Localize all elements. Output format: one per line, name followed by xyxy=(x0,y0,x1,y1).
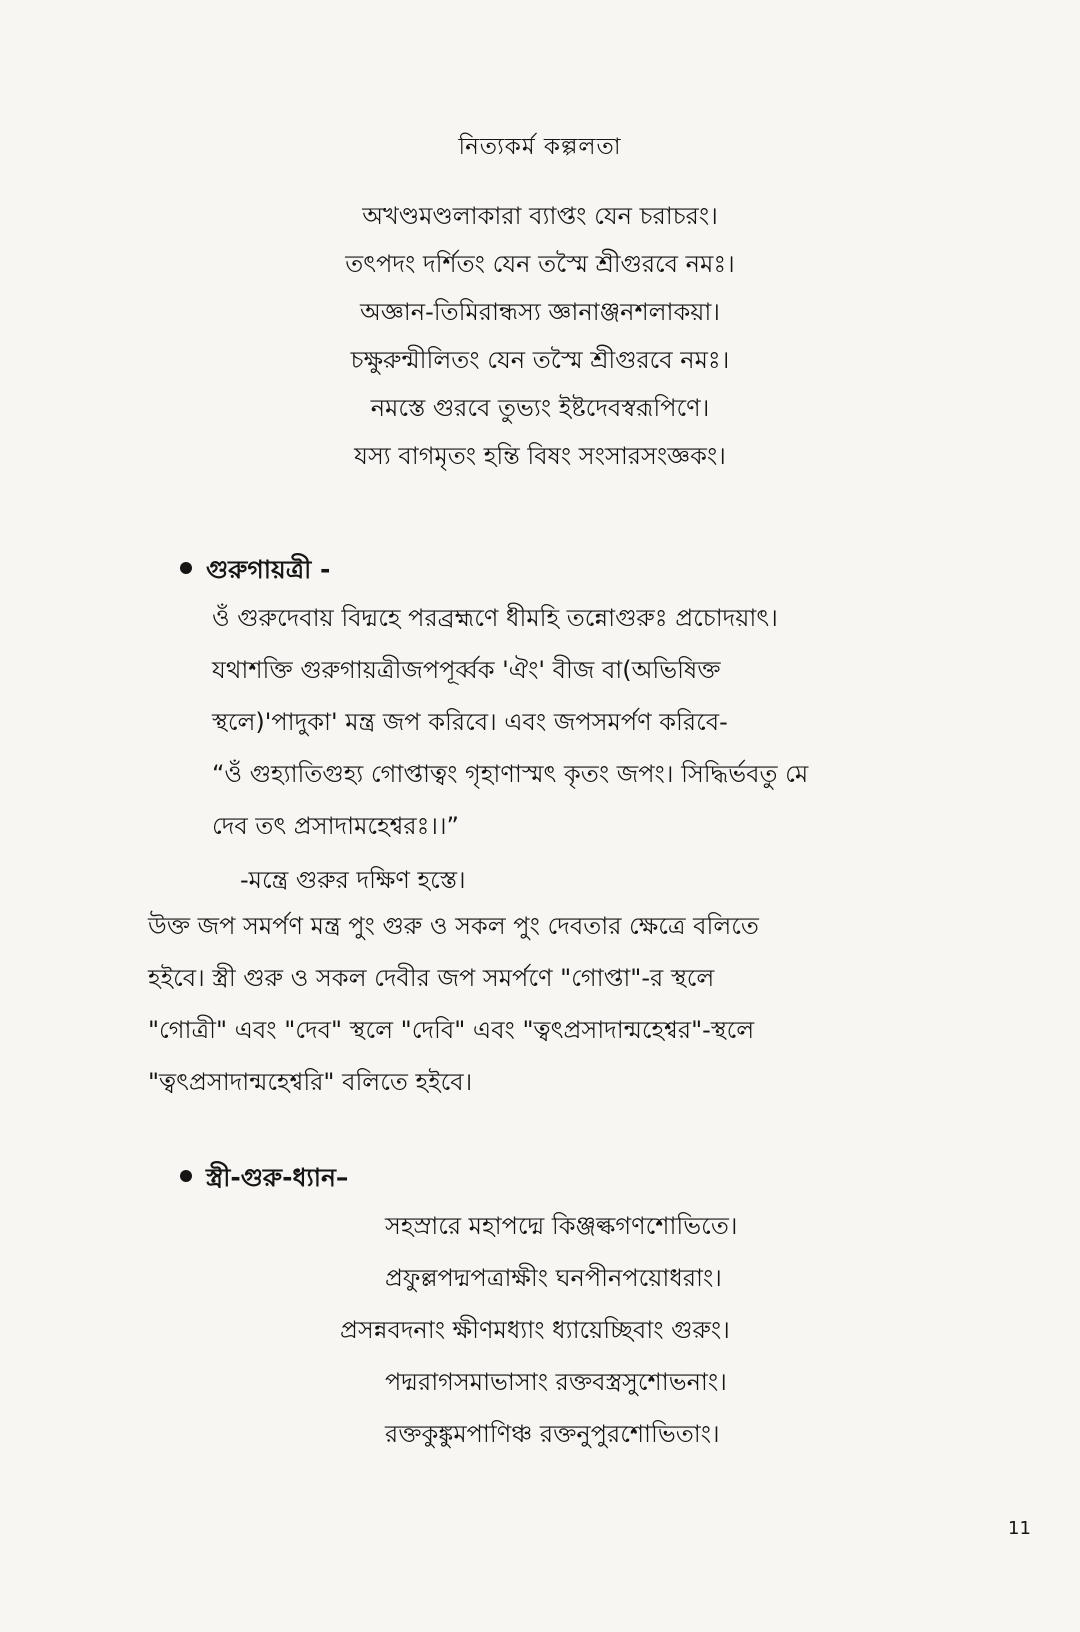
verse-line: প্রসন্নবদনাং ক্ষীণমধ্যাং ধ্যায়েচ্ছিবাং গুরুং। xyxy=(340,1316,730,1344)
paragraph-line: হইবে। স্ত্রী গুরু ও সকল দেবীর জপ সমর্পণে "গোপ্তা"-র স্থলে xyxy=(148,964,715,992)
text-line: “ওঁ গুহ্যাতিগুহ্য গোপ্তাত্বং গৃহাণাস্মৎ কৃতং জপং। সিদ্ধির্ভবতু মে xyxy=(212,760,809,788)
verse-line: যস্য বাগমৃতং হন্তি বিষং সংসারসংজ্ঞকং। xyxy=(354,442,726,470)
verse-line: পদ্মরাগসমাভাসাং রক্তবস্ত্রসুশোভনাং। xyxy=(385,1368,727,1396)
paragraph-line: উক্ত জপ সমর্পণ মন্ত্র পুং গুরু ও সকল পুং দেবতার ক্ষেত্রে বলিতে xyxy=(148,912,759,940)
section-heading-text: গুরুগায়ত্রী - xyxy=(206,555,331,584)
section-heading-text: স্ত্রী-গুরু-ধ্যান– xyxy=(206,1163,349,1192)
text-line: -মন্ত্রে গুরুর দক্ষিণ হস্তে। xyxy=(240,866,466,894)
section-heading-stri-guru-dhyan xyxy=(180,1158,348,1201)
verse-line: তৎপদং দর্শিতং যেন তস্মৈ শ্রীগুরবে নমঃ। xyxy=(345,250,735,278)
text-line: ওঁ গুরুদেবায় বিদ্মহে পরব্রহ্মণে ধীমহি তন্নোগুরুঃ প্রচোদয়াৎ। xyxy=(212,604,778,632)
verse-line: রক্তকুঙ্কুমপাণিঞ্চ রক্তনুপুরশোভিতাং। xyxy=(385,1420,720,1448)
page-number: 11 xyxy=(1008,1518,1031,1539)
text-line: স্থলে)'পাদুকা' মন্ত্র জপ করিবে। এবং জপসমর্পণ করিবে- xyxy=(212,708,728,736)
section-heading-guru-gayatri xyxy=(180,550,330,593)
running-header: নিত্যকর্ম কল্পলতা xyxy=(458,134,622,160)
verse-line: প্রফুল্লপদ্মপত্রাক্ষীং ঘনপীনপয়োধরাং। xyxy=(385,1264,722,1292)
paragraph-line: "ত্বৎপ্রসাদান্মহেশ্বরি" বলিতে হইবে। xyxy=(148,1068,473,1096)
bullet-icon xyxy=(180,562,192,574)
verse-line: নমস্তে গুরবে তুভ্যং ইষ্টদেবস্বরূপিণে। xyxy=(370,394,710,422)
verse-line: অজ্ঞান-তিমিরান্ধস্য জ্ঞানাঞ্জনশলাকয়া। xyxy=(360,298,720,326)
verse-line: অখণ্ডমণ্ডলাকারা ব্যাপ্তং যেন চরাচরং। xyxy=(362,202,718,230)
paragraph-line: "গোত্রী" এবং "দেব" স্থলে "দেবি" এবং "ত্বৎপ্রসাদান্মহেশ্বর"-স্থলে xyxy=(148,1016,755,1044)
verse-line: সহস্রারে মহাপদ্মে কিঞ্জল্কগণশোভিতে। xyxy=(385,1212,738,1240)
verse-line: চক্ষুরুন্মীলিতং যেন তস্মৈ শ্রীগুরবে নমঃ। xyxy=(350,346,730,374)
text-line: যথাশক্তি গুরুগায়ত্রীজপপূর্ব্বক 'ঐং' বীজ বা(অভিষিক্ত xyxy=(212,656,721,684)
text-line: দেব তৎ প্রসাদামহেশ্বরঃ।।” xyxy=(212,812,459,840)
bullet-icon xyxy=(180,1170,192,1182)
